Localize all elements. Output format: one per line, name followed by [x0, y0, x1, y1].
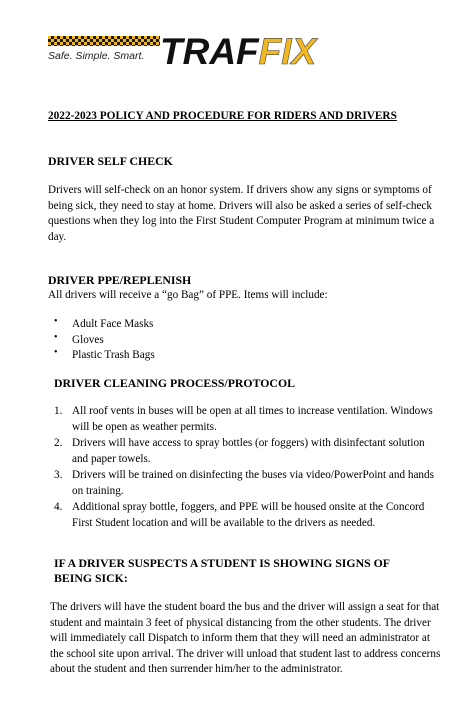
step-text: Drivers will have access to spray bottles (or foggers) with disinfectant solution and paper towels. — [72, 437, 425, 465]
logo-brand — [160, 32, 316, 72]
cleaning-heading: DRIVER CLEANING PROCESS/PROTOCOL — [54, 376, 296, 390]
step-number: 2. — [54, 437, 63, 449]
list-item: • Adult Face Masks — [54, 317, 155, 333]
ppe-items-list — [54, 317, 155, 364]
cleaning-steps-list — [54, 404, 434, 532]
ppe-intro: All drivers will receive a “go Bag” of PPE. Items will include: — [48, 289, 328, 301]
step-text: Additional spray bottle, foggers, and PPE will be housed onsite at the Concord First Student location and will be available to the drivers as needed. — [72, 501, 425, 529]
step-text: All roof vents in buses will be open at all times to increase ventilation. Windows will be open as weather permits. — [72, 405, 433, 433]
logo-brand-fix: FIX — [258, 31, 317, 72]
logo-brand-traf: TRAF — [160, 31, 259, 72]
sick-student-body: The drivers will have the student board the bus and the driver will assign a seat for that student and maintain 3 feet of physical distancing from the other students. The driver will immediately call Dispatch to inform them that they will need an administrator at the school site upon arrival. The driver will unload that student last to address concerns about the student and then surrender him/her to the administrator. — [50, 601, 441, 675]
list-item: • Plastic Trash Bags — [54, 348, 155, 364]
list-item — [54, 468, 434, 499]
step-number: 4. — [54, 501, 63, 513]
traffix-logo — [48, 31, 338, 74]
document-title: 2022-2023 POLICY AND PROCEDURE FOR RIDERS AND DRIVERS — [48, 110, 397, 122]
ppe-heading: DRIVER PPE/REPLENISH — [48, 273, 192, 287]
self-check-heading: DRIVER SELF CHECK — [48, 154, 173, 168]
logo-tagline: Safe. Simple. Smart. — [48, 50, 145, 62]
sick-student-heading-line2: BEING SICK: — [54, 571, 128, 585]
list-item — [54, 436, 434, 467]
list-item — [54, 500, 434, 531]
sick-student-heading-line1: IF A DRIVER SUSPECTS A STUDENT IS SHOWING SIGNS OF — [54, 556, 390, 570]
list-item — [54, 404, 434, 435]
step-number: 3. — [54, 469, 63, 481]
checkered-flag-stripe — [48, 36, 160, 46]
list-item: • Gloves — [54, 333, 155, 349]
self-check-body: Drivers will self-check on an honor system. If drivers show any signs or symptoms of being sick, they need to stay at home. Drivers will also be asked a series of self-check questions when they log into the First Student Computer Program at minimum twice a day. — [48, 184, 435, 243]
step-text: Drivers will be trained on disinfecting the buses via video/PowerPoint and hands on training. — [72, 469, 434, 497]
step-number: 1. — [54, 405, 63, 417]
